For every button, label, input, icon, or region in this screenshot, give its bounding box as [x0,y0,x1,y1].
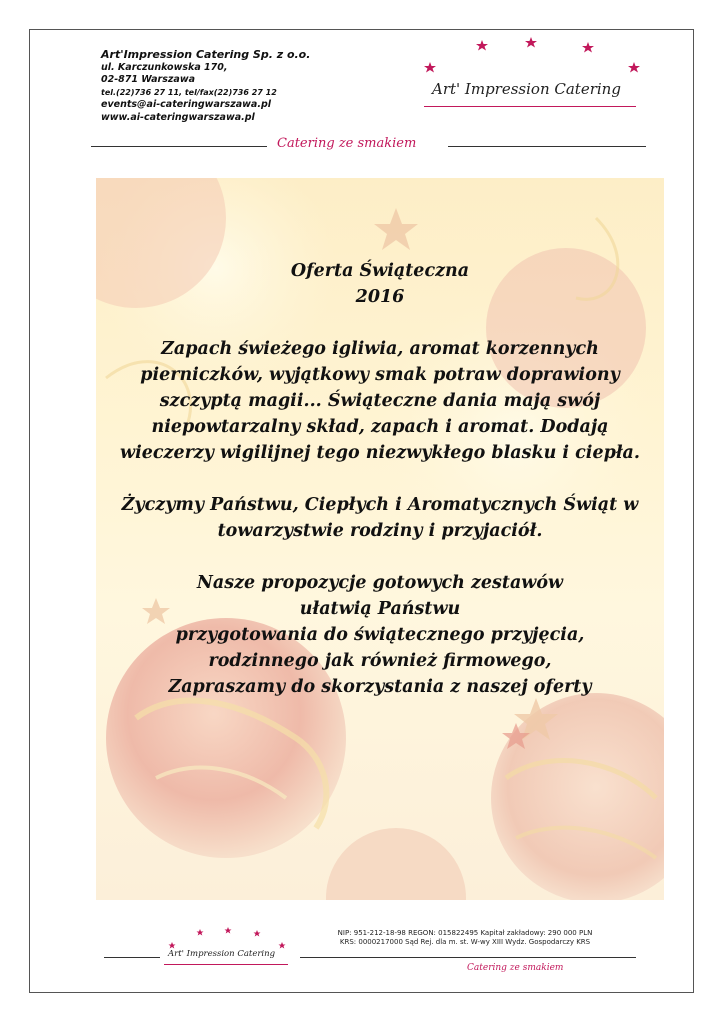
offer-title: Oferta Świąteczna [290,261,470,281]
footer-logo-text: Art' Impression Catering [168,949,276,959]
logo-text: Art' Impression Catering [432,80,621,98]
paragraph-3-line: rodzinnego jak również firmowego, [208,651,552,671]
offer-paragraph-2 [96,492,664,544]
paragraph-1-line: Zapach świeżego igliwia, aromat korzennych [161,339,599,359]
paragraph-1-line: pierniczków, wyjątkowy smak potraw doprawiony [140,365,620,385]
company-city: 02-871 Warszawa [101,74,196,85]
offer-content [96,258,664,700]
company-phone: tel.(22)736 27 11, tel/fax(22)736 27 12 [101,87,277,97]
footer-nip-regon: NIP: 951-212-18-98 REGON: 015822495 Kapitał zakładowy: 290 000 PLN [337,929,593,937]
footer-logo-underline [164,964,288,965]
paragraph-3-line: Zapraszamy do skorzystania z naszej oferty [168,677,592,697]
footer-krs: KRS: 0000217000 Sąd Rej. dla m. st. W-wy XIII Wydz. Gospodarczy KRS [339,938,591,946]
paragraph-1-line: wieczerzy wigilijnej tego niezwykłego blasku i ciepła. [120,443,640,463]
header-tagline: Catering ze smakiem [277,136,417,151]
paragraph-1-line: szczyptą magii... Świąteczne dania mają swój [159,391,601,411]
logo-underline [424,106,636,107]
logo-header [420,36,642,116]
paragraph-3-line: przygotowania do świątecznego przyjęcia, [175,625,585,645]
paragraph-3-line: ułatwią Państwu [299,599,461,619]
paragraph-2-line: towarzystwie rodziny i przyjaciół. [217,521,543,541]
paragraph-1-line: niepowtarzalny skład, zapach i aromat. Dodają [151,417,609,437]
company-website[interactable]: www.ai-cateringwarszawa.pl [101,111,255,123]
company-address [101,49,310,124]
company-email[interactable]: events@ai-cateringwarszawa.pl [101,99,271,110]
company-street: ul. Karczunkowska 170, [101,61,228,73]
footer-tagline: Catering ze smakiem [467,963,564,973]
header-rule-right [448,146,646,147]
offer-paragraph-1 [96,336,664,466]
logo-footer [162,926,290,970]
offer-year: 2016 [355,287,405,307]
logo-stars-icon [420,36,642,116]
paragraph-3-line: Nasze propozycje gotowych zestawów [196,573,564,593]
company-name: Art'Impression Catering Sp. z o.o. [101,48,311,61]
footer-rule-right [300,957,636,958]
header-rule-left [91,146,267,147]
paragraph-2-line: Życzymy Państwu, Ciepłych i Aromatycznych Świąt w [121,495,639,515]
footer-rule-left [104,957,160,958]
offer-paragraph-3 [96,570,664,700]
footer-legal-info [300,929,630,947]
